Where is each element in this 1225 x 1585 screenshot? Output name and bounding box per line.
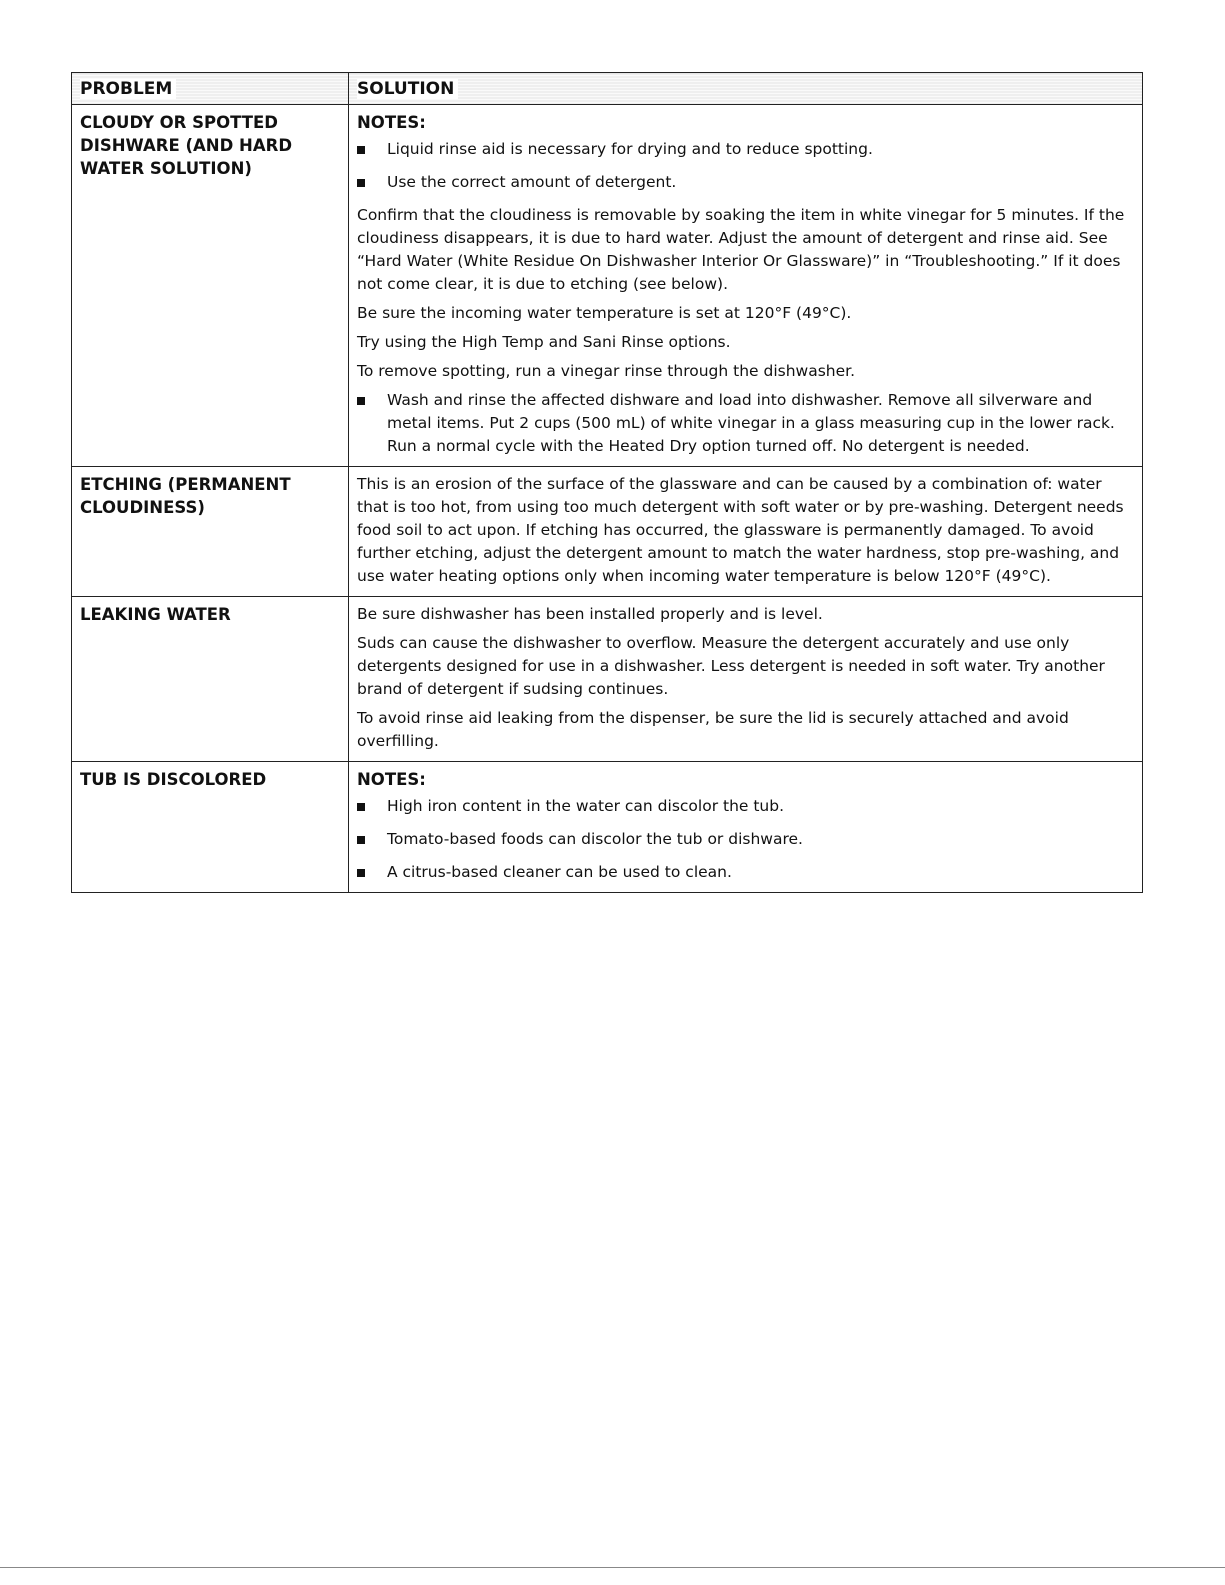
solution-cell [349,597,1143,762]
solution-paragraph: To remove spotting, run a vinegar rinse through the dishwasher. [357,362,856,380]
note-text: Liquid rinse aid is necessary for drying and to reduce spotting. [387,140,873,158]
table-row [72,597,1143,762]
solution-paragraph: To avoid rinse aid leaking from the dispenser, be sure the lid is securely attached and avoid overfilling. [357,709,1069,750]
troubleshooting-table [71,72,1143,893]
note-bullet [357,828,1134,851]
problem-cell: LEAKING WATER [72,597,349,762]
table-row [72,105,1143,467]
table-header-row [72,73,1143,105]
bullet-square-icon [357,397,365,405]
note-text: Tomato-based foods can discolor the tub or dishware. [387,830,803,848]
bullet-square-icon [357,803,365,811]
problem-cell: ETCHING (PERMANENT CLOUDINESS) [72,467,349,597]
solution-paragraph: Be sure the incoming water temperature is set at 120°F (49°C). [357,304,852,322]
bullet-square-icon [357,146,365,154]
bullet-square-icon [357,869,365,877]
bullet-square-icon [357,836,365,844]
solution-paragraph: This is an erosion of the surface of the glassware and can be caused by a combination of: water that is too hot, from using too much detergent with soft water or by pre-washing. Detergent needs food soil to act upon. If etching has occurred, the glassware is permanently damaged. To avoid further etching, adjust the detergent amount to match the water hardness, stop pre-washing, and use water heating options only when incoming water temperature is below 120°F (49°C). [357,475,1124,585]
problem-cell: CLOUDY OR SPOTTED DISHWARE (AND HARD WATER SOLUTION) [72,105,349,467]
note-bullet [357,138,1134,161]
page-bottom-rule [0,1567,1225,1568]
note-bullet [357,795,1134,818]
solution-cell [349,105,1143,467]
note-text: High iron content in the water can discolor the tub. [387,797,785,815]
table-row [72,467,1143,597]
solution-cell [349,762,1143,893]
note-text: Use the correct amount of detergent. [387,173,677,191]
table-row [72,762,1143,893]
problem-column-header: PROBLEM [72,73,349,105]
solution-paragraph: Confirm that the cloudiness is removable by soaking the item in white vinegar for 5 minutes. If the cloudiness disappears, it is due to hard water. Adjust the amount of detergent and rinse aid. See “Hard Water (White Residue On Dishwasher Interior Or Glassware)” in “Troubleshooting.” If it does not come clear, it is due to etching (see below). [357,206,1125,293]
notes-label: NOTES: [357,770,426,789]
note-text: A citrus-based cleaner can be used to clean. [387,863,732,881]
solution-paragraph: Try using the High Temp and Sani Rinse options. [357,333,731,351]
solution-cell [349,467,1143,597]
notes-label: NOTES: [357,113,426,132]
step-bullet [357,389,1134,458]
note-bullet [357,171,1134,194]
solution-paragraph: Be sure dishwasher has been installed properly and is level. [357,605,823,623]
step-text: Wash and rinse the affected dishware and load into dishwasher. Remove all silverware and metal items. Put 2 cups (500 mL) of white vinegar in a glass measuring cup in the lower rack. Run a normal cycle with the Heated Dry option turned off. No detergent is needed. [387,391,1115,455]
problem-cell: TUB IS DISCOLORED [72,762,349,893]
bullet-square-icon [357,179,365,187]
solution-paragraph: Suds can cause the dishwasher to overflow. Measure the detergent accurately and use only detergents designed for use in a dishwasher. Less detergent is needed in soft water. Try another brand of detergent if sudsing continues. [357,634,1105,698]
note-bullet [357,861,1134,884]
solution-column-header: SOLUTION [349,73,1143,105]
